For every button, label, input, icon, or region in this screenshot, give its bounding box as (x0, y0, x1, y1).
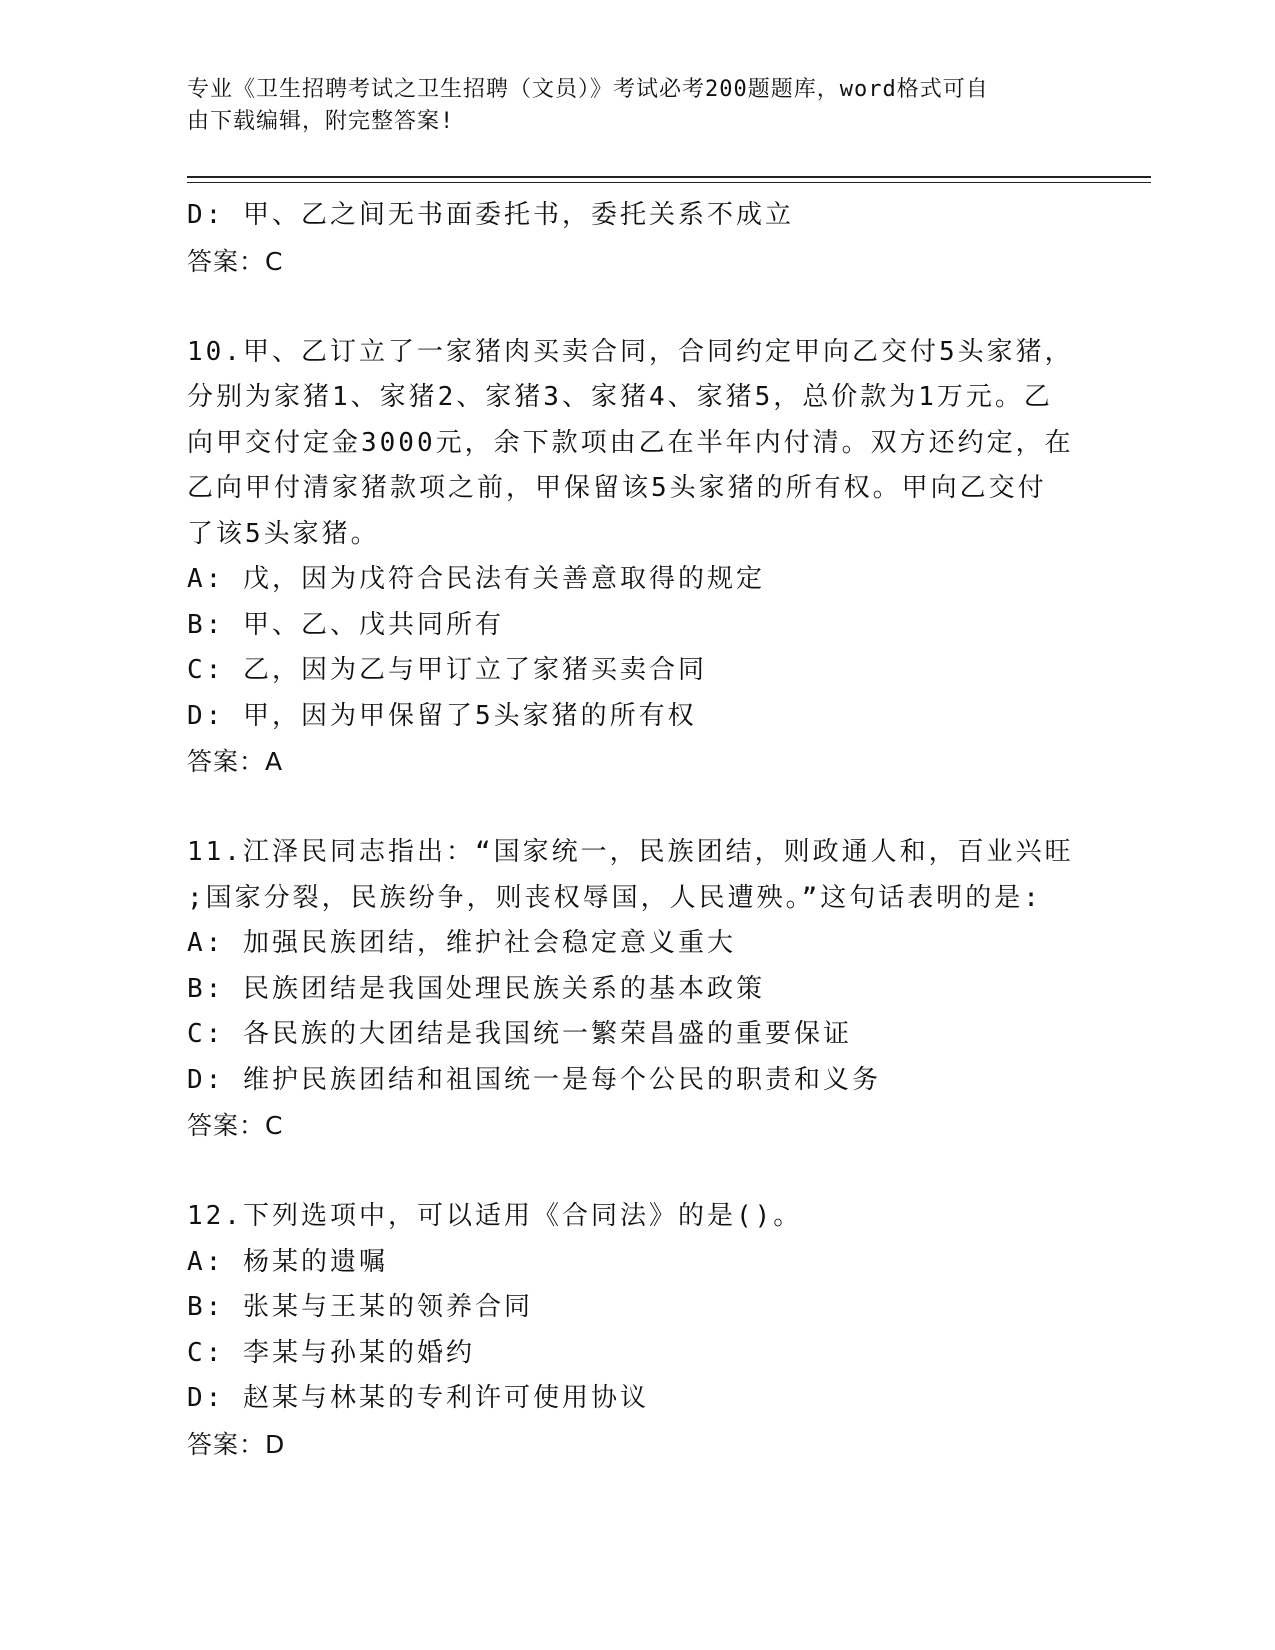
answer: 答案：D (187, 1429, 286, 1459)
spacer (187, 785, 1087, 831)
option-a: A: 加强民族团结，维护社会稳定意义重大 (187, 928, 736, 958)
spacer (187, 1149, 1087, 1195)
option-d: D: 赵某与林某的专利许可使用协议 (187, 1383, 649, 1413)
question-stem-line: 12.下列选项中，可以适用《合同法》的是()。 (187, 1201, 803, 1231)
header-line-1: 专业《卫生招聘考试之卫生招聘（文员）》考试必考200题题库，word格式可自 (187, 77, 989, 102)
answer: 答案：A (187, 747, 284, 776)
option-d: D: 甲、乙之间无书面委托书，委托关系不成立 (187, 200, 794, 230)
option-c: C: 李某与孙某的婚约 (187, 1337, 475, 1368)
question-stem-line: 乙向甲付清家猪款项之前，甲保留该5头家猪的所有权。甲向乙交付 (187, 473, 1047, 503)
question-stem-line: 11.江泽民同志指出：“国家统一，民族团结，则政通人和，百业兴旺 (187, 837, 1074, 867)
question-12 (187, 1194, 1087, 1467)
option-c: C: 乙，因为乙与甲订立了家猪买卖合同 (187, 655, 707, 685)
question-stem-line: 向甲交付定金3000元，余下款项由乙在半年内付清。双方还约定，在 (187, 427, 1074, 458)
question-stem-line: 了该5头家猪。 (187, 518, 380, 549)
option-b: B: 张某与王某的领养合同 (187, 1292, 533, 1322)
option-b: B: 甲、乙、戊共同所有 (187, 609, 504, 640)
header-divider-thin (187, 182, 1151, 183)
question-stem-line: 分别为家猪1、家猪2、家猪3、家猪4、家猪5，总价款为1万元。乙 (187, 382, 1053, 412)
document-header (187, 74, 1087, 138)
question-11 (187, 830, 1087, 1149)
spacer (187, 284, 1087, 330)
document-body (187, 193, 1087, 1467)
header-line-2: 由下载编辑，附完整答案! (187, 109, 455, 134)
continued-question (187, 193, 1087, 284)
option-b: B: 民族团结是我国处理民族关系的基本政策 (187, 973, 765, 1004)
question-stem-line: 10.甲、乙订立了一家猪肉买卖合同，合同约定甲向乙交付5头家猪， (187, 336, 1074, 367)
option-a: A: 戊，因为戊符合民法有关善意取得的规定 (187, 564, 765, 594)
question-stem-line: ;国家分裂，民族纷争，则丧权辱国，人民遭殃。”这句话表明的是: (187, 882, 1042, 913)
option-d: D: 维护民族团结和祖国统一是每个公民的职责和义务 (187, 1064, 881, 1095)
answer: 答案：C (187, 246, 284, 276)
answer: 答案：C (187, 1111, 284, 1140)
option-d: D: 甲，因为甲保留了5头家猪的所有权 (187, 700, 697, 731)
question-10 (187, 330, 1087, 785)
option-c: C: 各民族的大团结是我国统一繁荣昌盛的重要保证 (187, 1019, 852, 1049)
option-a: A: 杨某的遗嘱 (187, 1246, 388, 1277)
header-divider-thick (187, 176, 1151, 178)
